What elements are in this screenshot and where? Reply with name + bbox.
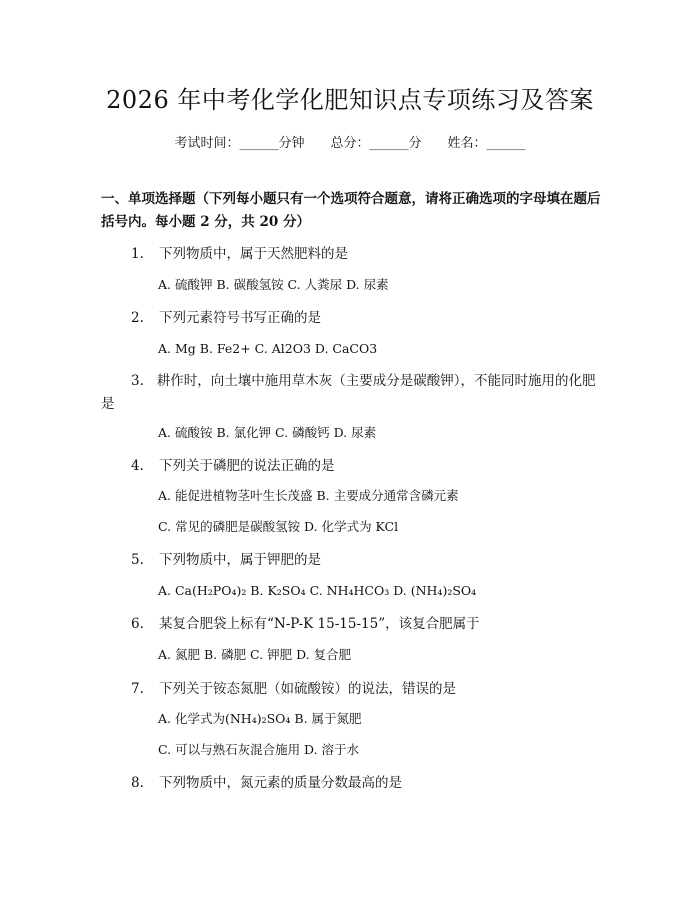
question-3-options: A. 硫酸铵 B. 氯化钾 C. 磷酸钙 D. 尿素 bbox=[158, 425, 377, 440]
question-4 bbox=[131, 455, 601, 478]
exam-info-line bbox=[0, 132, 700, 151]
question-text: 下列物质中，氮元素的质量分数最高的是 bbox=[159, 775, 402, 791]
question-text: 下列元素符号书写正确的是 bbox=[159, 310, 321, 326]
question-number: 5. bbox=[131, 552, 144, 568]
question-4-options-line-1: A. 能促进植物茎叶生长茂盛 B. 主要成分通常含磷元素 bbox=[158, 488, 459, 503]
exam-time-field[interactable]: 考试时间：______分钟 bbox=[174, 136, 305, 151]
question-text: 某复合肥袋上标有“N-P-K 15-15-15”，该复合肥属于 bbox=[159, 616, 480, 632]
question-2 bbox=[131, 307, 601, 330]
question-number: 3. bbox=[131, 373, 144, 389]
question-7 bbox=[131, 678, 601, 701]
question-7-options-line-1: A. 化学式为(NH₄)₂SO₄ B. 属于氮肥 bbox=[158, 711, 362, 726]
question-text: 下列关于磷肥的说法正确的是 bbox=[159, 458, 335, 474]
question-6 bbox=[131, 613, 601, 636]
question-text: 下列物质中，属于钾肥的是 bbox=[159, 552, 321, 568]
question-text: 下列关于铵态氮肥（如硫酸铵）的说法，错误的是 bbox=[159, 681, 456, 697]
question-4-options-line-2: C. 常见的磷肥是碳酸氢铵 D. 化学式为 KCl bbox=[158, 519, 399, 534]
question-8 bbox=[131, 772, 601, 795]
question-7-options-line-2: C. 可以与熟石灰混合施用 D. 溶于水 bbox=[158, 742, 360, 757]
question-number: 1. bbox=[131, 246, 144, 262]
question-1 bbox=[131, 243, 601, 266]
page-title: 2026 年中考化学化肥知识点专项练习及答案 bbox=[106, 86, 594, 114]
question-5-options: A. Ca(H₂PO₄)₂ B. K₂SO₄ C. NH₄HCO₃ D. (NH₄)₂SO₄ bbox=[158, 583, 477, 598]
question-number: 8. bbox=[131, 775, 144, 791]
question-1-options: A. 硫酸钾 B. 碳酸氢铵 C. 人粪尿 D. 尿素 bbox=[158, 277, 389, 292]
total-score-field[interactable]: 总分：______分 bbox=[330, 136, 422, 151]
question-number: 2. bbox=[131, 310, 144, 326]
question-2-options: A. Mg B. Fe2+ C. Al2O3 D. CaCO3 bbox=[158, 341, 378, 356]
question-number: 6. bbox=[131, 616, 144, 632]
question-number: 4. bbox=[131, 458, 144, 474]
question-3 bbox=[101, 370, 601, 416]
question-number: 7. bbox=[131, 681, 144, 697]
question-6-options: A. 氮肥 B. 磷肥 C. 钾肥 D. 复合肥 bbox=[158, 647, 352, 662]
student-name-field[interactable]: 姓名：______ bbox=[447, 136, 526, 151]
question-5 bbox=[131, 549, 601, 572]
section-heading: 一、单项选择题（下列每小题只有一个选项符合题意，请将正确选项的字母填在题后括号内。每小题 2 分，共 20 分） bbox=[101, 191, 601, 230]
question-text: 下列物质中，属于天然肥料的是 bbox=[159, 246, 348, 262]
question-text: 耕作时，向土壤中施用草木灰（主要成分是碳酸钾），不能同时施用的化肥是 bbox=[101, 373, 596, 412]
